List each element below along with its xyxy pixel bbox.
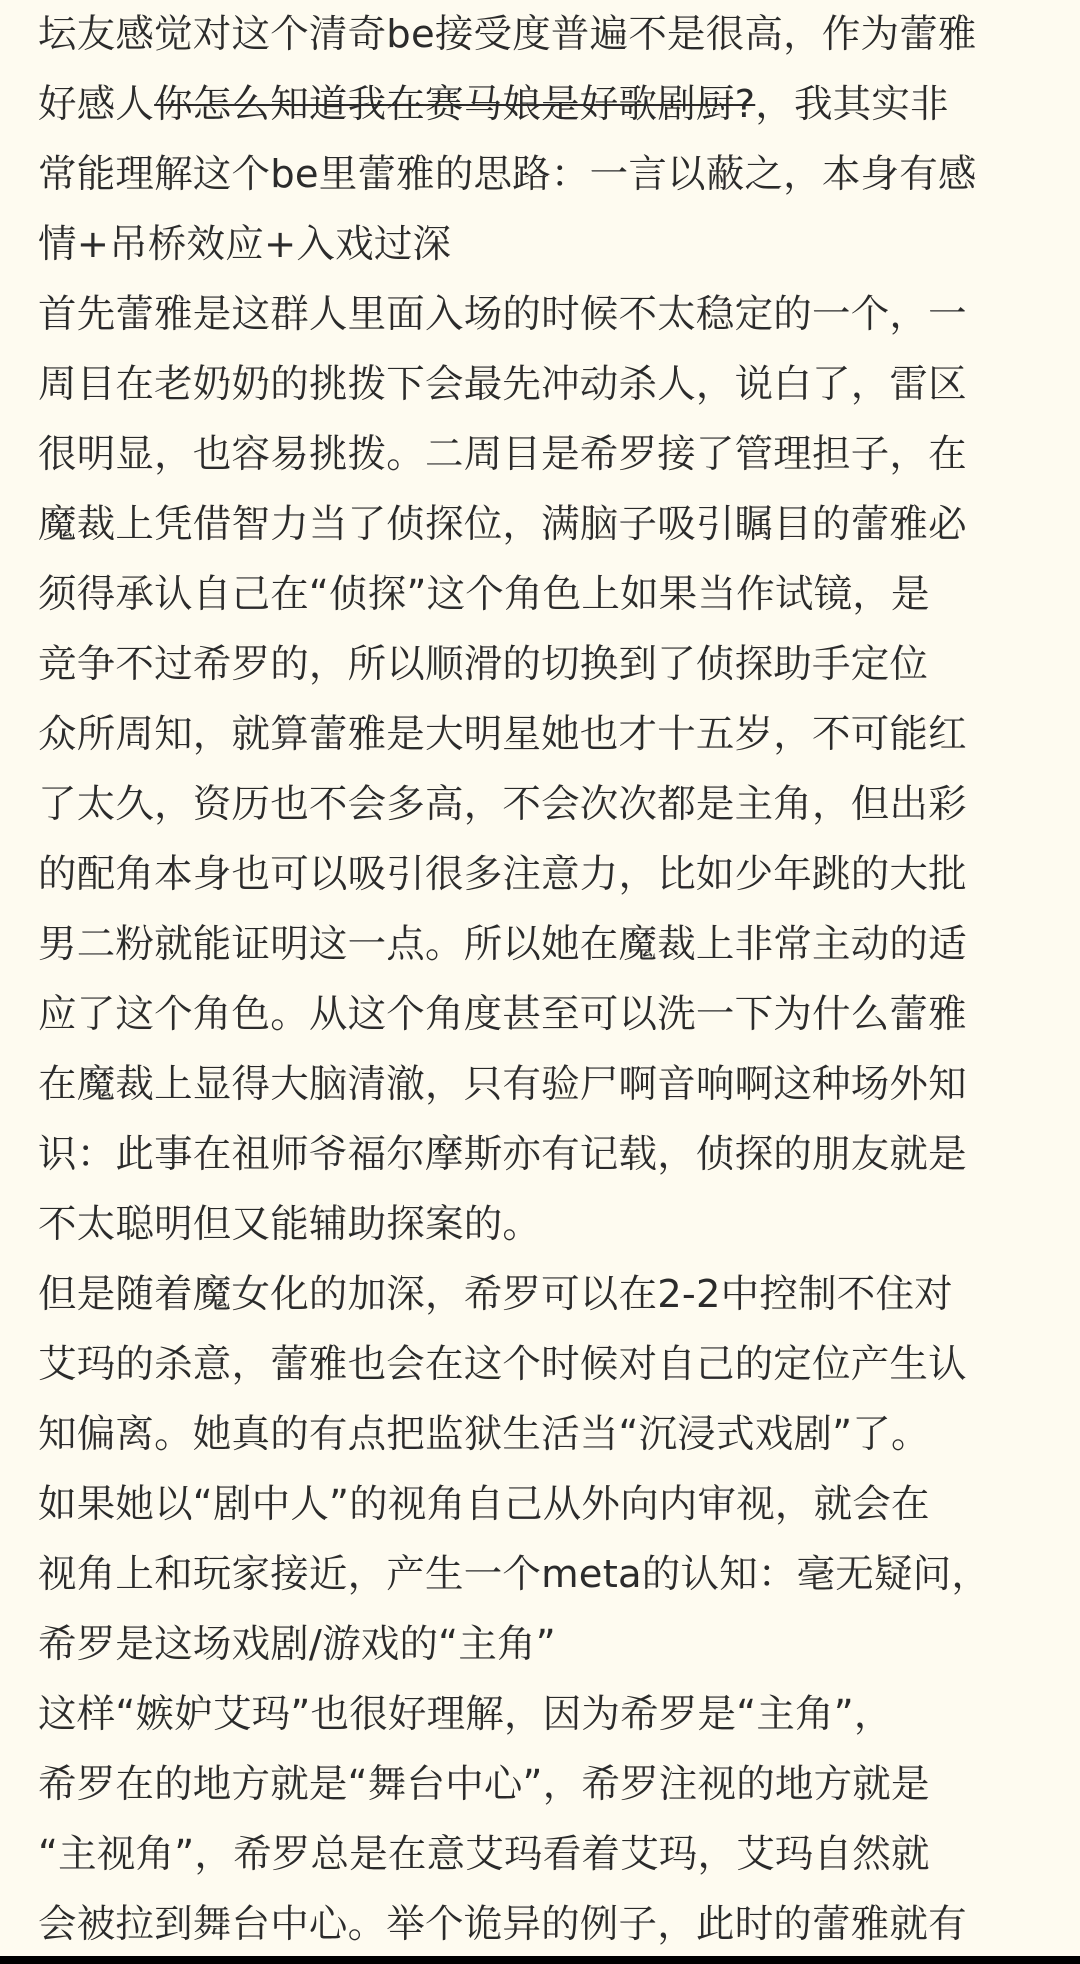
text-line: 在魔裁上显得大脑清澈，只有验尸啊音响啊这种场外知 bbox=[38, 1062, 967, 1107]
text-line: 视角上和玩家接近，产生一个meta的认知：毫无疑问， bbox=[38, 1552, 991, 1597]
text-line: 艾玛的杀意，蕾雅也会在这个时候对自己的定位产生认 bbox=[38, 1342, 967, 1387]
text-line: 男二粉就能证明这一点。所以她在魔裁上非常主动的适 bbox=[38, 922, 967, 967]
text-segment: 好感人 bbox=[38, 82, 155, 127]
text-line: 首先蕾雅是这群人里面入场的时候不太稳定的一个，一 bbox=[38, 292, 967, 337]
text-line: 周目在老奶奶的挑拨下会最先冲动杀人，说白了，雷区 bbox=[38, 362, 967, 407]
text-line: 这样“嫉妒艾玛”也很好理解，因为希罗是“主角”， bbox=[38, 1692, 893, 1737]
text-line: 的配角本身也可以吸引很多注意力，比如少年跳的大批 bbox=[38, 852, 967, 897]
text-line: 竞争不过希罗的，所以顺滑的切换到了侦探助手定位 bbox=[38, 642, 929, 687]
text-line: 不太聪明但又能辅助探案的。 bbox=[38, 1202, 542, 1247]
text-line: 希罗是这场戏剧/游戏的“主角” bbox=[38, 1622, 556, 1667]
text-line: 如果她以“剧中人”的视角自己从外向内审视，就会在 bbox=[38, 1482, 930, 1527]
text-line: “主视角”，希罗总是在意艾玛看着艾玛，艾玛自然就 bbox=[38, 1832, 930, 1877]
text-segment: ，我其实非 bbox=[755, 82, 949, 127]
bottom-edge-bar bbox=[0, 1956, 1080, 1964]
text-line: 常能理解这个be里蕾雅的思路：一言以蔽之，本身有感 bbox=[38, 152, 977, 197]
text-line bbox=[38, 70, 1048, 140]
text-line: 情+吊桥效应+入戏过深 bbox=[38, 222, 452, 267]
text-line: 识：此事在祖师爷福尔摩斯亦有记载，侦探的朋友就是 bbox=[38, 1132, 967, 1177]
text-line: 希罗在的地方就是“舞台中心”，希罗注视的地方就是 bbox=[38, 1762, 930, 1807]
text-line: 很明显，也容易挑拨。二周目是希罗接了管理担子，在 bbox=[38, 432, 967, 477]
text-line: 坛友感觉对这个清奇be接受度普遍不是很高，作为蕾雅 bbox=[38, 12, 977, 57]
text-line: 魔裁上凭借智力当了侦探位，满脑子吸引瞩目的蕾雅必 bbox=[38, 502, 967, 547]
text-line: 知偏离。她真的有点把监狱生活当“沉浸式戏剧”了。 bbox=[38, 1412, 930, 1457]
text-line: 须得承认自己在“侦探”这个角色上如果当作试镜，是 bbox=[38, 572, 930, 617]
strikethrough-aside: 你怎么知道我在赛马娘是好歌剧厨? bbox=[154, 82, 756, 127]
text-line: 众所周知，就算蕾雅是大明星她也才十五岁，不可能红 bbox=[38, 712, 967, 757]
text-line: 应了这个角色。从这个角度甚至可以洗一下为什么蕾雅 bbox=[38, 992, 967, 1037]
text-line: 会被拉到舞台中心。举个诡异的例子，此时的蕾雅就有 bbox=[38, 1902, 967, 1947]
article-body bbox=[38, 0, 1048, 1960]
text-line: 了太久，资历也不会多高，不会次次都是主角，但出彩 bbox=[38, 782, 967, 827]
text-line: 但是随着魔女化的加深，希罗可以在2-2中控制不住对 bbox=[38, 1272, 953, 1317]
